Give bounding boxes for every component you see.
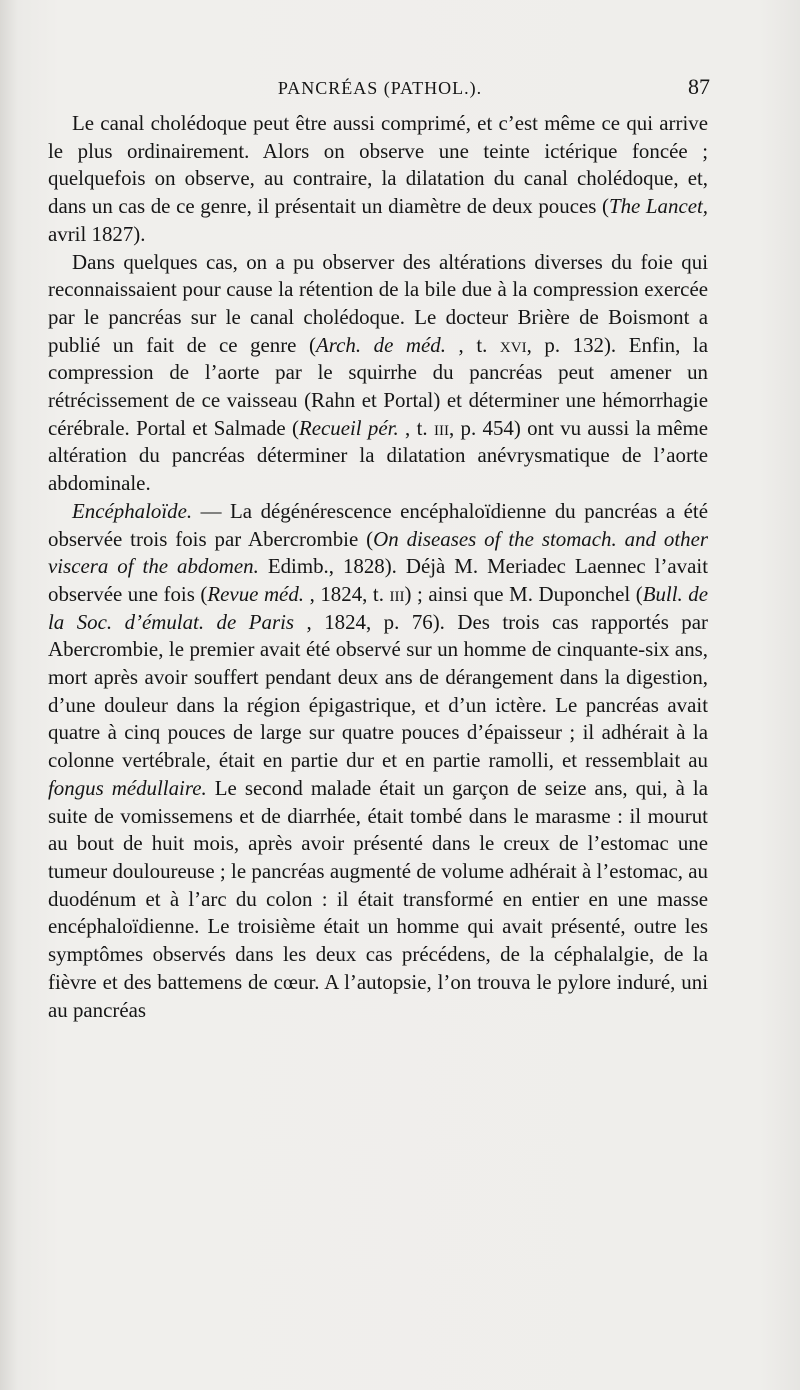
volume-number: iii — [389, 581, 405, 606]
text-run: — La dégénérescence encéphaloïdienne du pancréas a été observée trois fois par Abercrombie ( — [48, 498, 708, 551]
text-run: , t. — [398, 415, 434, 440]
page-header — [50, 74, 710, 108]
citation-title: Revue méd. — [207, 581, 305, 606]
paragraph-alterations-foie — [48, 249, 708, 498]
text-run: , t. — [445, 332, 500, 357]
page-number: 87 — [688, 74, 710, 99]
text-run: , p. 454) ont vu aussi la même altération du pancréas déterminer la dilatation anévrysmatique de l’aorte abdominale. — [48, 415, 708, 496]
citation-title: On diseases of the stomach. and other viscera of the abdomen. — [48, 526, 708, 579]
text-run: , 1824, t. — [304, 581, 390, 606]
section-heading: Encéphaloïde. — [72, 498, 193, 523]
running-head: PANCRÉAS (PATHOL.). — [277, 78, 483, 98]
text-run: ) ; ainsi que M. Duponchel ( — [404, 581, 643, 606]
citation-title: Arch. de méd. — [316, 332, 446, 357]
citation-title: Recueil pér. — [298, 415, 399, 440]
italic-term: fongus médullaire. — [48, 775, 207, 800]
text-run: Dans quelques cas, on a pu observer des altérations diverses du foie qui reconnaissaient pour cause la rétention de la bile due à la compression exercée par le pancréas sur le canal cholédoque. Le docteur Brière de Boismont a publié un fait de ce genre ( — [48, 249, 708, 357]
text-run: , p. 132). Enfin, la compression de l’aorte par le squirrhe du pancréas peut amener un rétrécissement de ce vaisseau (Rahn et Portal) et déterminer une hémorrhagie cérébrale. Portal et Salmade ( — [48, 332, 708, 440]
text-run: Le second malade était un garçon de seize ans, qui, à la suite de vomissemens et de diarrhée, était tombé dans le marasme : il mourut au bout de huit mois, après avoir présenté dans le creux de l’estomac une tumeur douloureuse ; le pancréas augmenté de volume adhérait à l’estomac, au duodénum et à l’arc du colon : il était transformé en entier en une masse encéphaloïdienne. Le troisième était un homme qui avait présenté, outre les symptômes observés dans les deux cas précédens, de la céphalalgie, de la fièvre et des battemens de cœur. A l’autopsie, l’on trouva le pylore induré, uni au pancréas — [48, 775, 708, 1022]
paragraph-encephaloide — [48, 498, 708, 1024]
citation-title: The Lancet, — [608, 194, 709, 219]
volume-number: iii — [433, 415, 449, 440]
volume-number: xvi — [499, 332, 527, 357]
text-run: , 1824, p. 76). Des trois cas rapportés par Abercrombie, le premier avait été observé sur un homme de cinquante-six ans, mort après avoir souffert pendant deux ans de dérangement dans la digestion, d’une douleur dans la région épigastrique, et d’un ictère. Le pancréas avait quatre à cinq pouces de large sur quatre pouces d’épaisseur ; il adhérait à la colonne vertébrale, était en partie dur et en partie ramolli, et ressemblait au — [48, 609, 708, 773]
body-text — [48, 110, 708, 1024]
citation-title: Bull. de la Soc. d’émulat. de Paris — [48, 581, 709, 634]
text-run: avril 1827). — [48, 221, 146, 246]
paragraph-canal-choledoque — [48, 110, 708, 249]
text-run: Edimb., 1828). Déjà M. Meriadec Laennec l’avait observée une fois ( — [48, 554, 708, 606]
text-run: Le canal cholédoque peut être aussi comprimé, et c’est même ce qui arrive le plus ordinairement. Alors on observe une teinte ictérique foncée ; quelquefois on observe, au contraire, la dilatation du canal cholédoque, et, dans un cas de ce genre, il présentait un diamètre de deux pouces ( — [48, 111, 708, 219]
